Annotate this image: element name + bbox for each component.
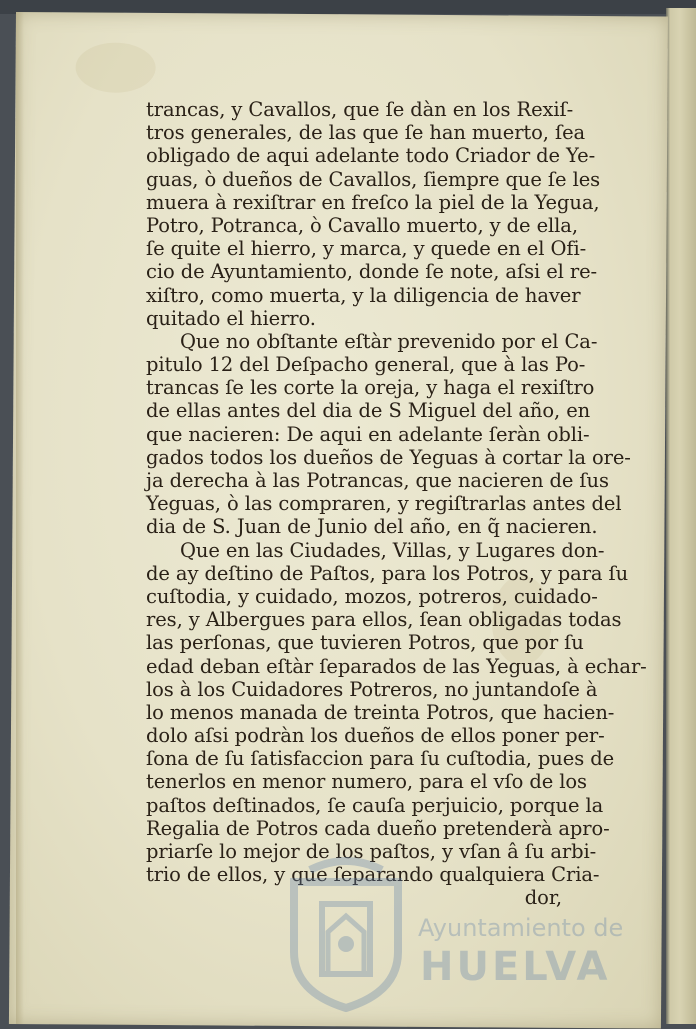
- text-line: muera à rexiſtrar en freſco la piel de la Yegua,: [146, 190, 600, 214]
- catchword: dor,: [524, 886, 562, 910]
- archive-watermark: [280, 852, 624, 1012]
- text-line: tenerlos en menor numero, para el vſo de los: [146, 770, 587, 794]
- huelva-crest-icon: [280, 852, 412, 1012]
- text-line: de ellas antes del dia de S Miguel del año, en: [146, 399, 591, 423]
- text-line: Yeguas, ò las compraren, y regiſtrarlas antes del: [146, 492, 622, 516]
- text-line: de ay deſtino de Paſtos, para los Potros, y para ſu: [146, 561, 629, 585]
- text-line: ſe quite el hierro, y marca, y quede en el Ofi-: [146, 237, 587, 261]
- text-line: los à los Cuidadores Potreros, no juntandoſe à: [146, 677, 598, 701]
- text-line: gados todos los dueños de Yeguas à cortar la ore-: [146, 445, 631, 469]
- text-line: ja derecha à las Potrancas, que nacieren de ſus: [146, 469, 609, 492]
- text-line: priarſe lo mejor de los paſtos, y vſan â ſu arbi-: [146, 840, 597, 863]
- text-line: xiſtro, como muerta, y la diligencia de haver: [146, 283, 581, 307]
- paper-stain: [75, 42, 155, 93]
- text-line: que nacieren: De aqui en adelante ſeràn obli-: [146, 422, 590, 446]
- watermark-city: HUELVA: [420, 944, 611, 990]
- text-line: dolo aſsi podràn los dueños de ellos poner per-: [146, 724, 605, 748]
- text-line: Potro, Potranca, ò Cavallo muerto, y de ella,: [146, 213, 578, 237]
- paragraph-start: Que en las Ciudades, Villas, y Lugares don-: [180, 538, 605, 562]
- text-line: dia de S. Juan de Junio del año, en q̃ nacieren.: [146, 515, 598, 539]
- next-page-edge: [666, 8, 696, 1024]
- text-line: edad deban eſtàr ſeparados de las Yeguas, à echar-: [146, 654, 647, 678]
- text-line: cio de Ayuntamiento, donde ſe note, aſsi el re-: [146, 260, 598, 284]
- text-line: quitado el hierro.: [146, 306, 316, 330]
- text-line: pitulo 12 del Deſpacho general, que à las Po-: [146, 353, 586, 377]
- text-line: cuſtodia, y cuidado, mozos, potreros, cuidado-: [146, 584, 598, 608]
- text-line: paſtos deſtinados, ſe cauſa perjuicio, porque la: [146, 793, 604, 817]
- text-line: trio de ellos, y que ſeparando qualquiera Cria-: [146, 863, 600, 887]
- text-line: lo menos manada de treinta Potros, que hacien-: [146, 700, 615, 724]
- text-line: las perſonas, que tuvieren Potros, que por ſu: [146, 631, 584, 655]
- page-edge-shadow: [16, 12, 24, 1024]
- text-line: tros generales, de las que ſe han muerto, ſea: [146, 121, 586, 145]
- text-line: trancas, y Cavallos, que ſe dàn en los Rexiſ-: [146, 98, 574, 121]
- text-line: ſona de ſu ſatisfaccion para ſu cuſtodia, pues de: [146, 747, 615, 771]
- text-line: trancas ſe les corte la oreja, y haga el rexiſtro: [146, 376, 595, 400]
- text-line: obligado de aqui adelante todo Criador de Ye-: [146, 144, 596, 168]
- document-text: [146, 98, 647, 910]
- text-line: res, y Albergues para ellos, ſean obligadas todas: [146, 608, 622, 632]
- text-line: guas, ò dueños de Cavallos, ſiempre que ſe les: [146, 167, 601, 191]
- paragraph-start: Que no obſtante eſtàr prevenido por el Ca-: [180, 329, 598, 353]
- text-line: Regalia de Potros cada dueño pretenderà apro-: [146, 816, 610, 840]
- watermark-title: Ayuntamiento de: [418, 914, 624, 942]
